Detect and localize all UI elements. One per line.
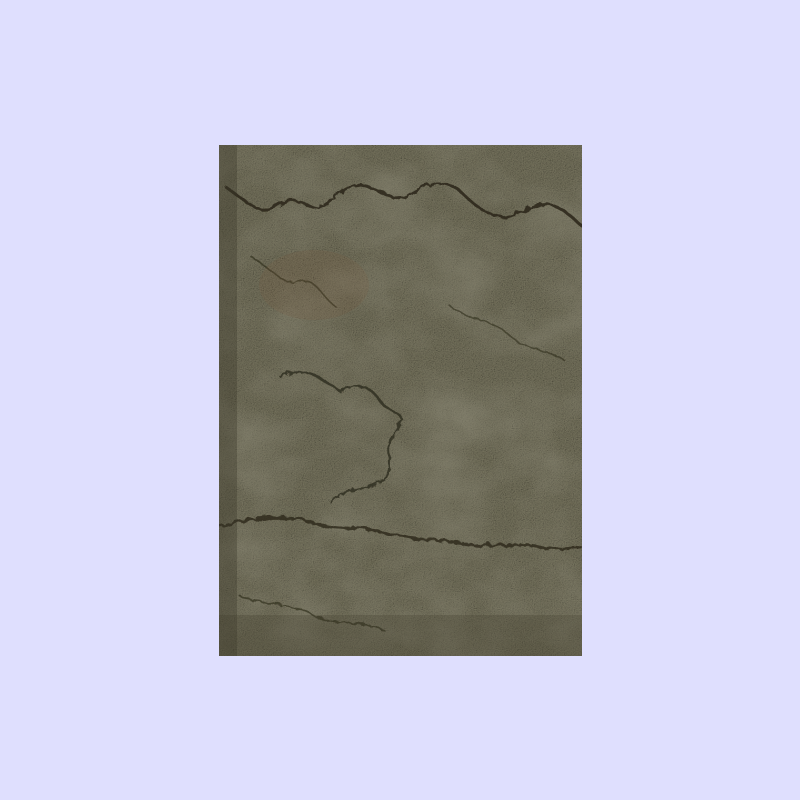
rust-patch bbox=[259, 250, 369, 320]
texture-vignette-bottom bbox=[219, 615, 582, 656]
texture-vignette-left bbox=[219, 145, 237, 656]
stone-texture-graphic bbox=[219, 145, 582, 656]
stone-texture-image bbox=[219, 145, 582, 656]
texture-highlights bbox=[219, 145, 582, 656]
